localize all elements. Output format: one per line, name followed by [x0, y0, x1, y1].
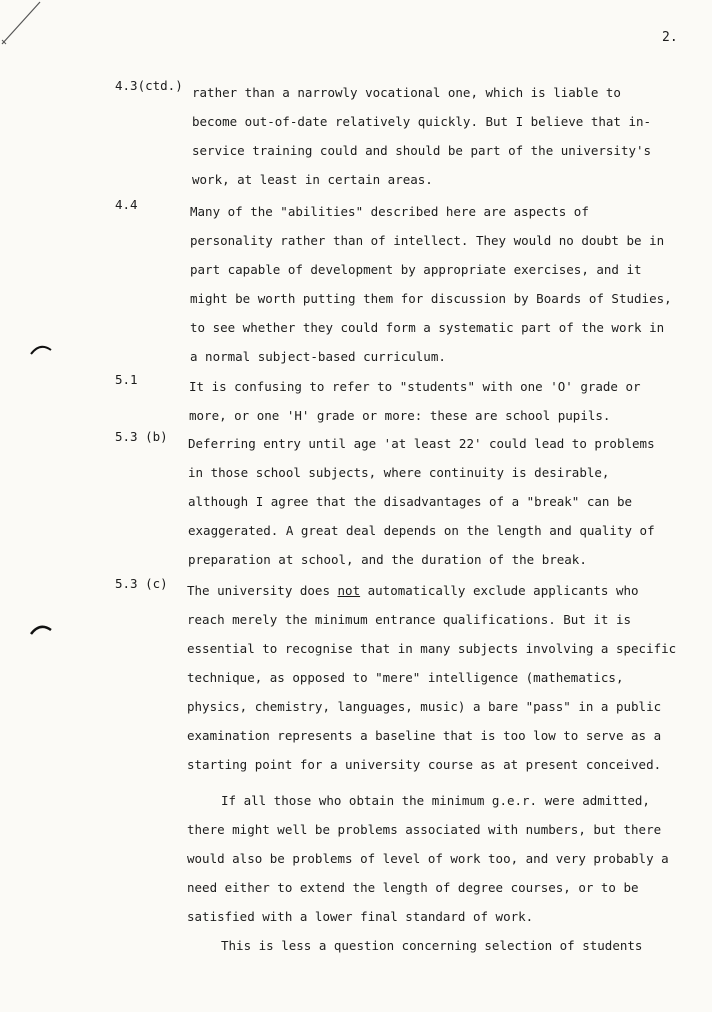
section-number: 5.3 (c)	[115, 576, 168, 591]
emphasis-not: not	[337, 583, 361, 598]
section-text: Deferring entry until age 'at least 22' could lead to problems in those school subjects, where continuity is desirable, although I agree that the disadvantages of a "break" can be exaggerated. A great deal depends on the length and quality of preparation at school, and the duration of the break.	[188, 436, 655, 567]
section-text	[187, 576, 679, 779]
paragraph-selection: This is less a question concerning selection of students	[221, 938, 643, 953]
paragraph-admission: If all those who obtain the minimum g.e.r. were admitted, there might well be problems associated with numbers, but there would also be problems of level of work too, and very probably a need either to extend the length of degree courses, or to be satisfied with a lower final standard of work.	[187, 793, 669, 924]
punch-hole-mark-lower	[30, 622, 52, 636]
section-text: rather than a narrowly vocational one, which is liable to become out-of-date relatively quickly. But I believe that in-service training could and should be part of the university's work, at least in certain areas.	[192, 85, 652, 187]
text-after: automatically exclude applicants who reach merely the minimum entrance qualifications. But it is essential to recognise that in many subjects involving a specific technique, as opposed to "mere" intelligence (mathematics, physics, chemistry, languages, music) a bare "pass" in a public examination represents a baseline that is too low to serve as a starting point for a university course as at present conceived.	[187, 583, 677, 772]
section-number: 4.4	[115, 197, 138, 212]
section-number: 5.1	[115, 372, 138, 387]
section-number: 5.3 (b)	[115, 429, 168, 444]
section-number: 4.3(ctd.)	[115, 78, 183, 93]
punch-hole-mark-upper	[30, 342, 52, 356]
text-before: The university does	[187, 583, 338, 598]
section-text: It is confusing to refer to "students" with one 'O' grade or more, or one 'H' grade or more: these are school pupils.	[189, 379, 641, 423]
corner-pencil-mark	[0, 0, 50, 50]
section-text: Many of the "abilities" described here are aspects of personality rather than of intellect. They would no doubt be in part capable of development by appropriate exercises, and it might be worth putting them for discussion by Boards of Studies, to see whether they could form a systematic part of the work in a normal subject-based curriculum.	[190, 204, 672, 364]
page-number: 2.	[662, 30, 678, 45]
